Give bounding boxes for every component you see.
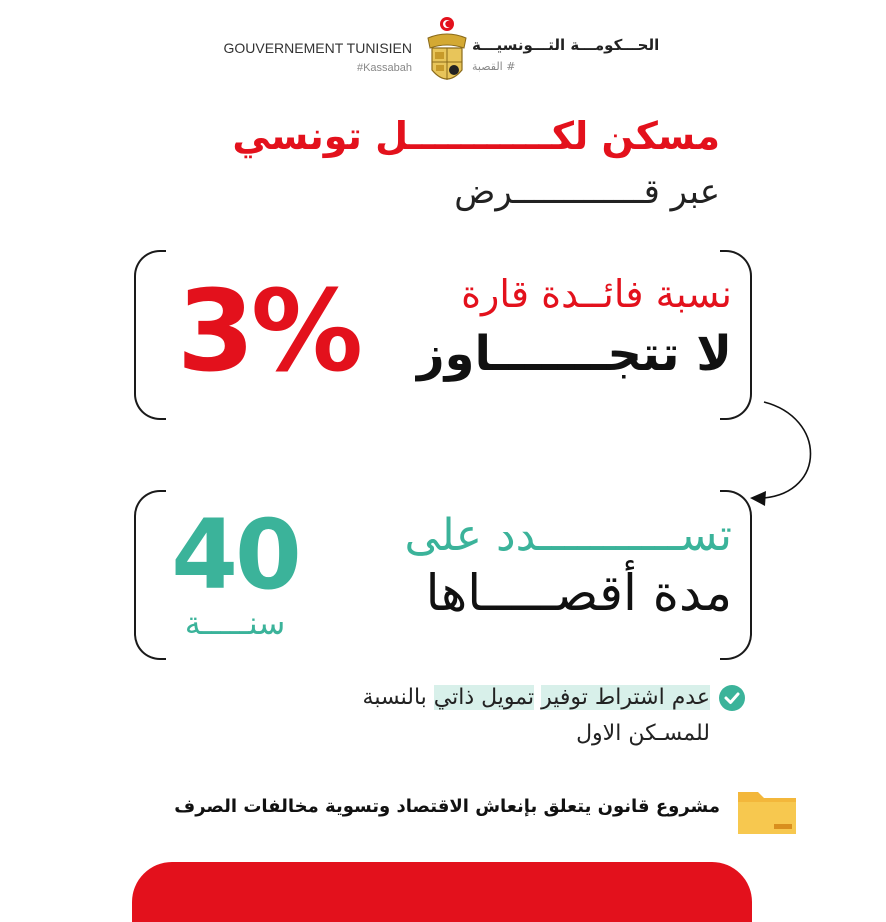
condition-text: بالنسبة <box>362 685 427 710</box>
repayment-qualifier: مدة أقصـــــاها <box>425 564 732 622</box>
interest-rate-value: 3% <box>176 267 360 397</box>
folder-icon <box>736 786 798 836</box>
repayment-years-unit: سنـــــة <box>184 604 286 642</box>
interest-rate-qualifier: لا تتجـــــــاوز <box>417 326 732 382</box>
interest-rate-label: نسبة فائــدة قارة <box>461 272 732 316</box>
headline-title: مسكن لكـــــــــــل تونسي <box>232 114 720 158</box>
law-project-text: مشروع قانون يتعلق بإنعاش الاقتصاد وتسوية مخالفات الصرف <box>174 796 720 817</box>
condition-highlight-1: عدم اشتراط توفير <box>541 685 710 710</box>
connector-arrow-icon <box>740 396 820 512</box>
repayment-label: تســـــــــــدد على <box>404 510 732 561</box>
footer-red-band <box>132 862 752 922</box>
tunisia-coat-of-arms-icon <box>424 14 470 90</box>
term-box-left-bracket <box>134 490 166 660</box>
self-financing-condition <box>240 680 710 752</box>
hashtag-french: #Kassabah <box>356 62 412 74</box>
rate-box-left-bracket <box>134 250 166 420</box>
government-name-arabic: الحـــكومـــة التـــونسيـــة <box>472 36 660 54</box>
government-name-french: GOUVERNEMENT TUNISIEN <box>223 40 412 56</box>
check-circle-icon <box>718 684 746 712</box>
repayment-years-value: 40 <box>171 499 299 611</box>
condition-highlight-2: تمويل ذاتي <box>433 685 535 710</box>
condition-line2: للمسـكن الاول <box>576 721 710 746</box>
hashtag-arabic: # القصبة <box>472 60 516 73</box>
headline-subtitle: عبر قـــــــــــــرض <box>454 172 720 212</box>
